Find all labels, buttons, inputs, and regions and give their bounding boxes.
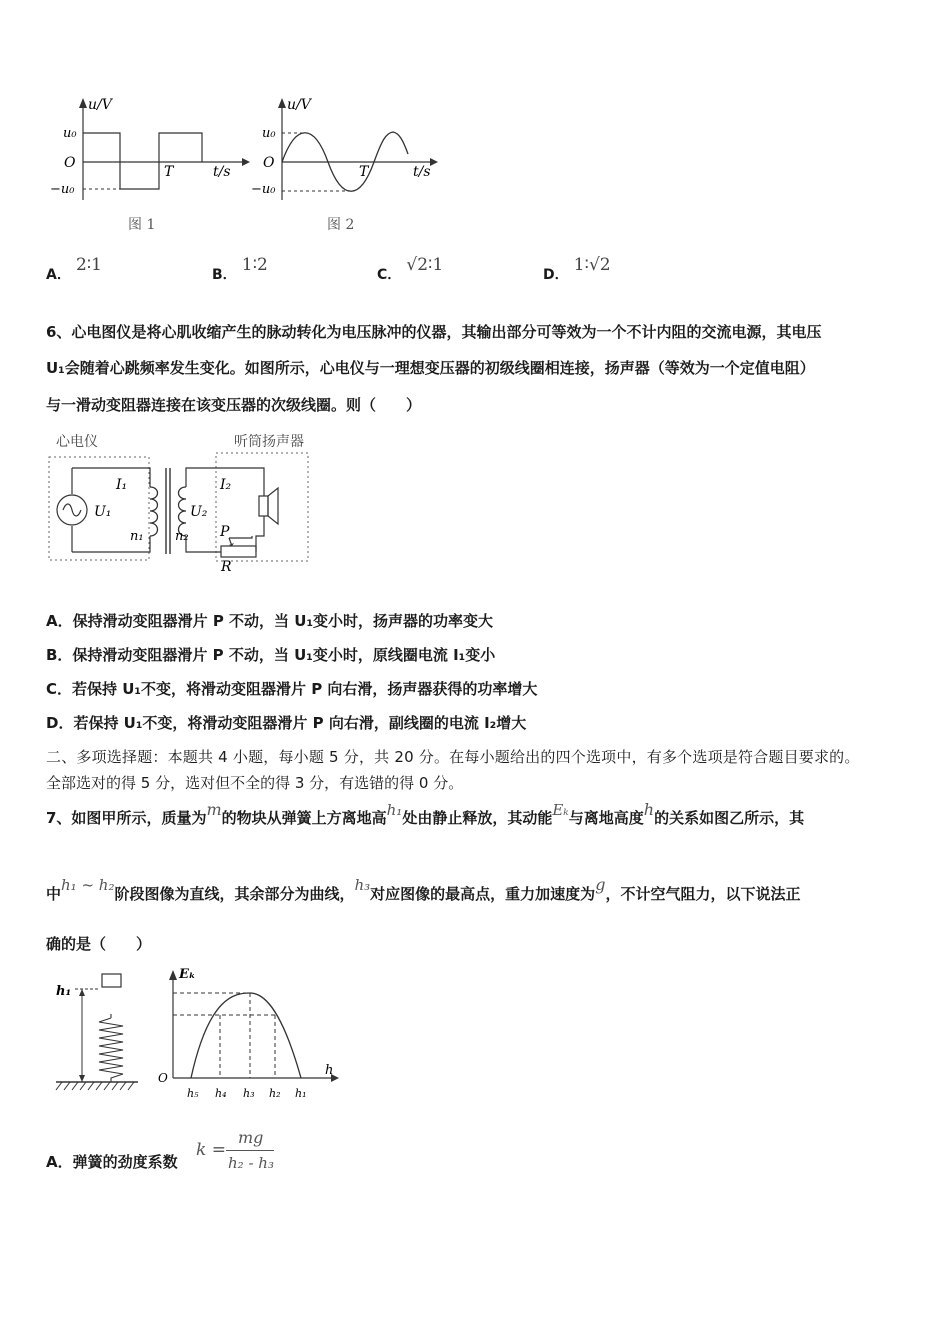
tick-h5: h₅: [187, 1087, 199, 1100]
formula-numerator: mg: [238, 1128, 264, 1147]
fig2-u0: u₀: [262, 126, 276, 141]
math-h1: h₁: [386, 801, 403, 819]
option-value: 2∶1: [75, 255, 102, 275]
q7-spring-figure: [50, 968, 145, 1098]
option-letter: A．: [46, 267, 71, 283]
formula-denominator: h₂ - h₃: [228, 1154, 274, 1172]
fig2-origin: O: [263, 155, 275, 171]
circuit-right-title: 听筒扬声器: [234, 434, 304, 450]
option-value: 1∶2: [241, 255, 268, 275]
q7-stem-line-1: [46, 800, 805, 828]
fig1-origin: O: [64, 155, 76, 171]
math-g: g: [595, 875, 606, 894]
tick-h4: h₄: [215, 1087, 227, 1100]
math-Ek: Eₖ: [552, 801, 569, 819]
q6-stem-line-1: 6、心电图仪是将心肌收缩产生的脉动转化为电压脉冲的仪器，其输出部分可等效为一个不计内阻的交流电源，其电压: [46, 323, 822, 341]
q6-option-a[interactable]: A．保持滑动变阻器滑片 P 不动，当 U₁变小时，扬声器的功率变大: [46, 612, 494, 630]
graph-Ek-label: Eₖ: [179, 967, 196, 982]
section-2-line-1: 二、多项选择题：本题共 4 小题，每小题 5 分，共 20 分。在每小题给出的四个选项中，有多个选项是符合题目要求的。: [46, 748, 860, 766]
fraction-bar: [226, 1150, 274, 1151]
q5-option-b[interactable]: [212, 255, 268, 284]
q7-stem-line-2: [46, 875, 801, 904]
q6-stem-line-3: 与一滑动变阻器连接在该变压器的次级线圈。则（ ）: [46, 396, 422, 414]
option-letter: C．: [377, 267, 402, 283]
label-I2: I₂: [220, 477, 232, 493]
q6-option-d[interactable]: D．若保持 U₁不变，将滑动变阻器滑片 P 向右滑，副线圈的电流 I₂增大: [46, 714, 527, 732]
tick-h2: h₂: [269, 1087, 281, 1100]
q7-text: 中: [46, 885, 62, 903]
math-h3: h₃: [354, 876, 371, 894]
math-h: h: [643, 800, 655, 819]
q5-option-a[interactable]: [46, 255, 102, 284]
figure-1-square-wave: [50, 92, 250, 242]
graph-origin: O: [158, 1071, 168, 1085]
q5-option-c[interactable]: [377, 255, 444, 284]
graph-h-label: h: [325, 1063, 334, 1078]
q7-text: 7、如图甲所示，质量为: [46, 809, 207, 827]
option-letter: B．: [212, 267, 237, 283]
fig2-t-label: t/s: [413, 164, 431, 180]
fig1-u0: u₀: [63, 126, 77, 141]
label-n1: n₁: [130, 529, 144, 544]
q7-text: 阶段图像为直线，其余部分为曲线，: [114, 885, 355, 903]
fig1-T: T: [164, 164, 174, 180]
label-U1: U₁: [94, 504, 112, 520]
fig2-neg-u0: −u₀: [251, 182, 276, 197]
q7-ek-h-graph: [155, 962, 340, 1107]
q7-text: 对应图像的最高点，重力加速度为: [370, 885, 596, 903]
spring-h1-label: h₁: [56, 984, 72, 999]
label-n2: n₂: [175, 529, 189, 544]
q6-stem-line-2: U₁会随着心跳频率发生变化。如图所示，心电仪与一理想变压器的初级线圈相连接，扬声器（等效为一个定值电阻）: [46, 359, 815, 377]
label-R: R: [221, 559, 232, 575]
formula-k: k =: [196, 1140, 226, 1160]
fig2-caption: 图 2: [327, 217, 355, 233]
option-value: 1∶√2: [573, 255, 611, 275]
fig1-t-label: t/s: [213, 164, 231, 180]
q7-option-a-text: A．弹簧的劲度系数: [46, 1153, 178, 1171]
q7-text: 处由静止释放，其动能: [402, 809, 553, 827]
q7-option-a[interactable]: [46, 1128, 366, 1184]
fig1-neg-u0: −u₀: [50, 182, 75, 197]
option-letter: D．: [543, 267, 569, 283]
math-m: m: [206, 800, 222, 819]
tick-h3: h₃: [243, 1087, 255, 1100]
q7-text: 的关系如图乙所示，其: [654, 809, 805, 827]
fig1-y-label: u/V: [88, 97, 112, 113]
q7-text: 与离地高度: [568, 809, 644, 827]
figure-2-sine-wave: [251, 92, 445, 242]
fig2-T: T: [359, 164, 369, 180]
label-P: P: [220, 524, 230, 540]
option-value: √2∶1: [406, 255, 444, 275]
q7-text: ，不计空气阻力，以下说法正: [605, 885, 801, 903]
q5-option-d[interactable]: [543, 255, 611, 284]
fig2-y-label: u/V: [287, 97, 311, 113]
fig1-caption: 图 1: [128, 217, 156, 233]
q7-stem-line-3: 确的是（ ）: [46, 935, 152, 953]
q6-option-c[interactable]: C．若保持 U₁不变，将滑动变阻器滑片 P 向右滑，扬声器获得的功率增大: [46, 680, 538, 698]
q6-option-b[interactable]: B．保持滑动变阻器滑片 P 不动，当 U₁变小时，原线圈电流 I₁变小: [46, 646, 496, 664]
label-U2: U₂: [190, 504, 208, 520]
tick-h1: h₁: [295, 1087, 307, 1100]
q7-text: 的物块从弹簧上方离地高: [221, 809, 387, 827]
circuit-left-title: 心电仪: [56, 434, 98, 450]
label-I1: I₁: [116, 477, 128, 493]
q6-circuit-diagram: [40, 426, 320, 576]
section-2-line-2: 全部选对的得 5 分，选对但不全的得 3 分，有选错的得 0 分。: [46, 774, 464, 792]
math-h1-h2: h₁ ~ h₂: [61, 876, 115, 894]
